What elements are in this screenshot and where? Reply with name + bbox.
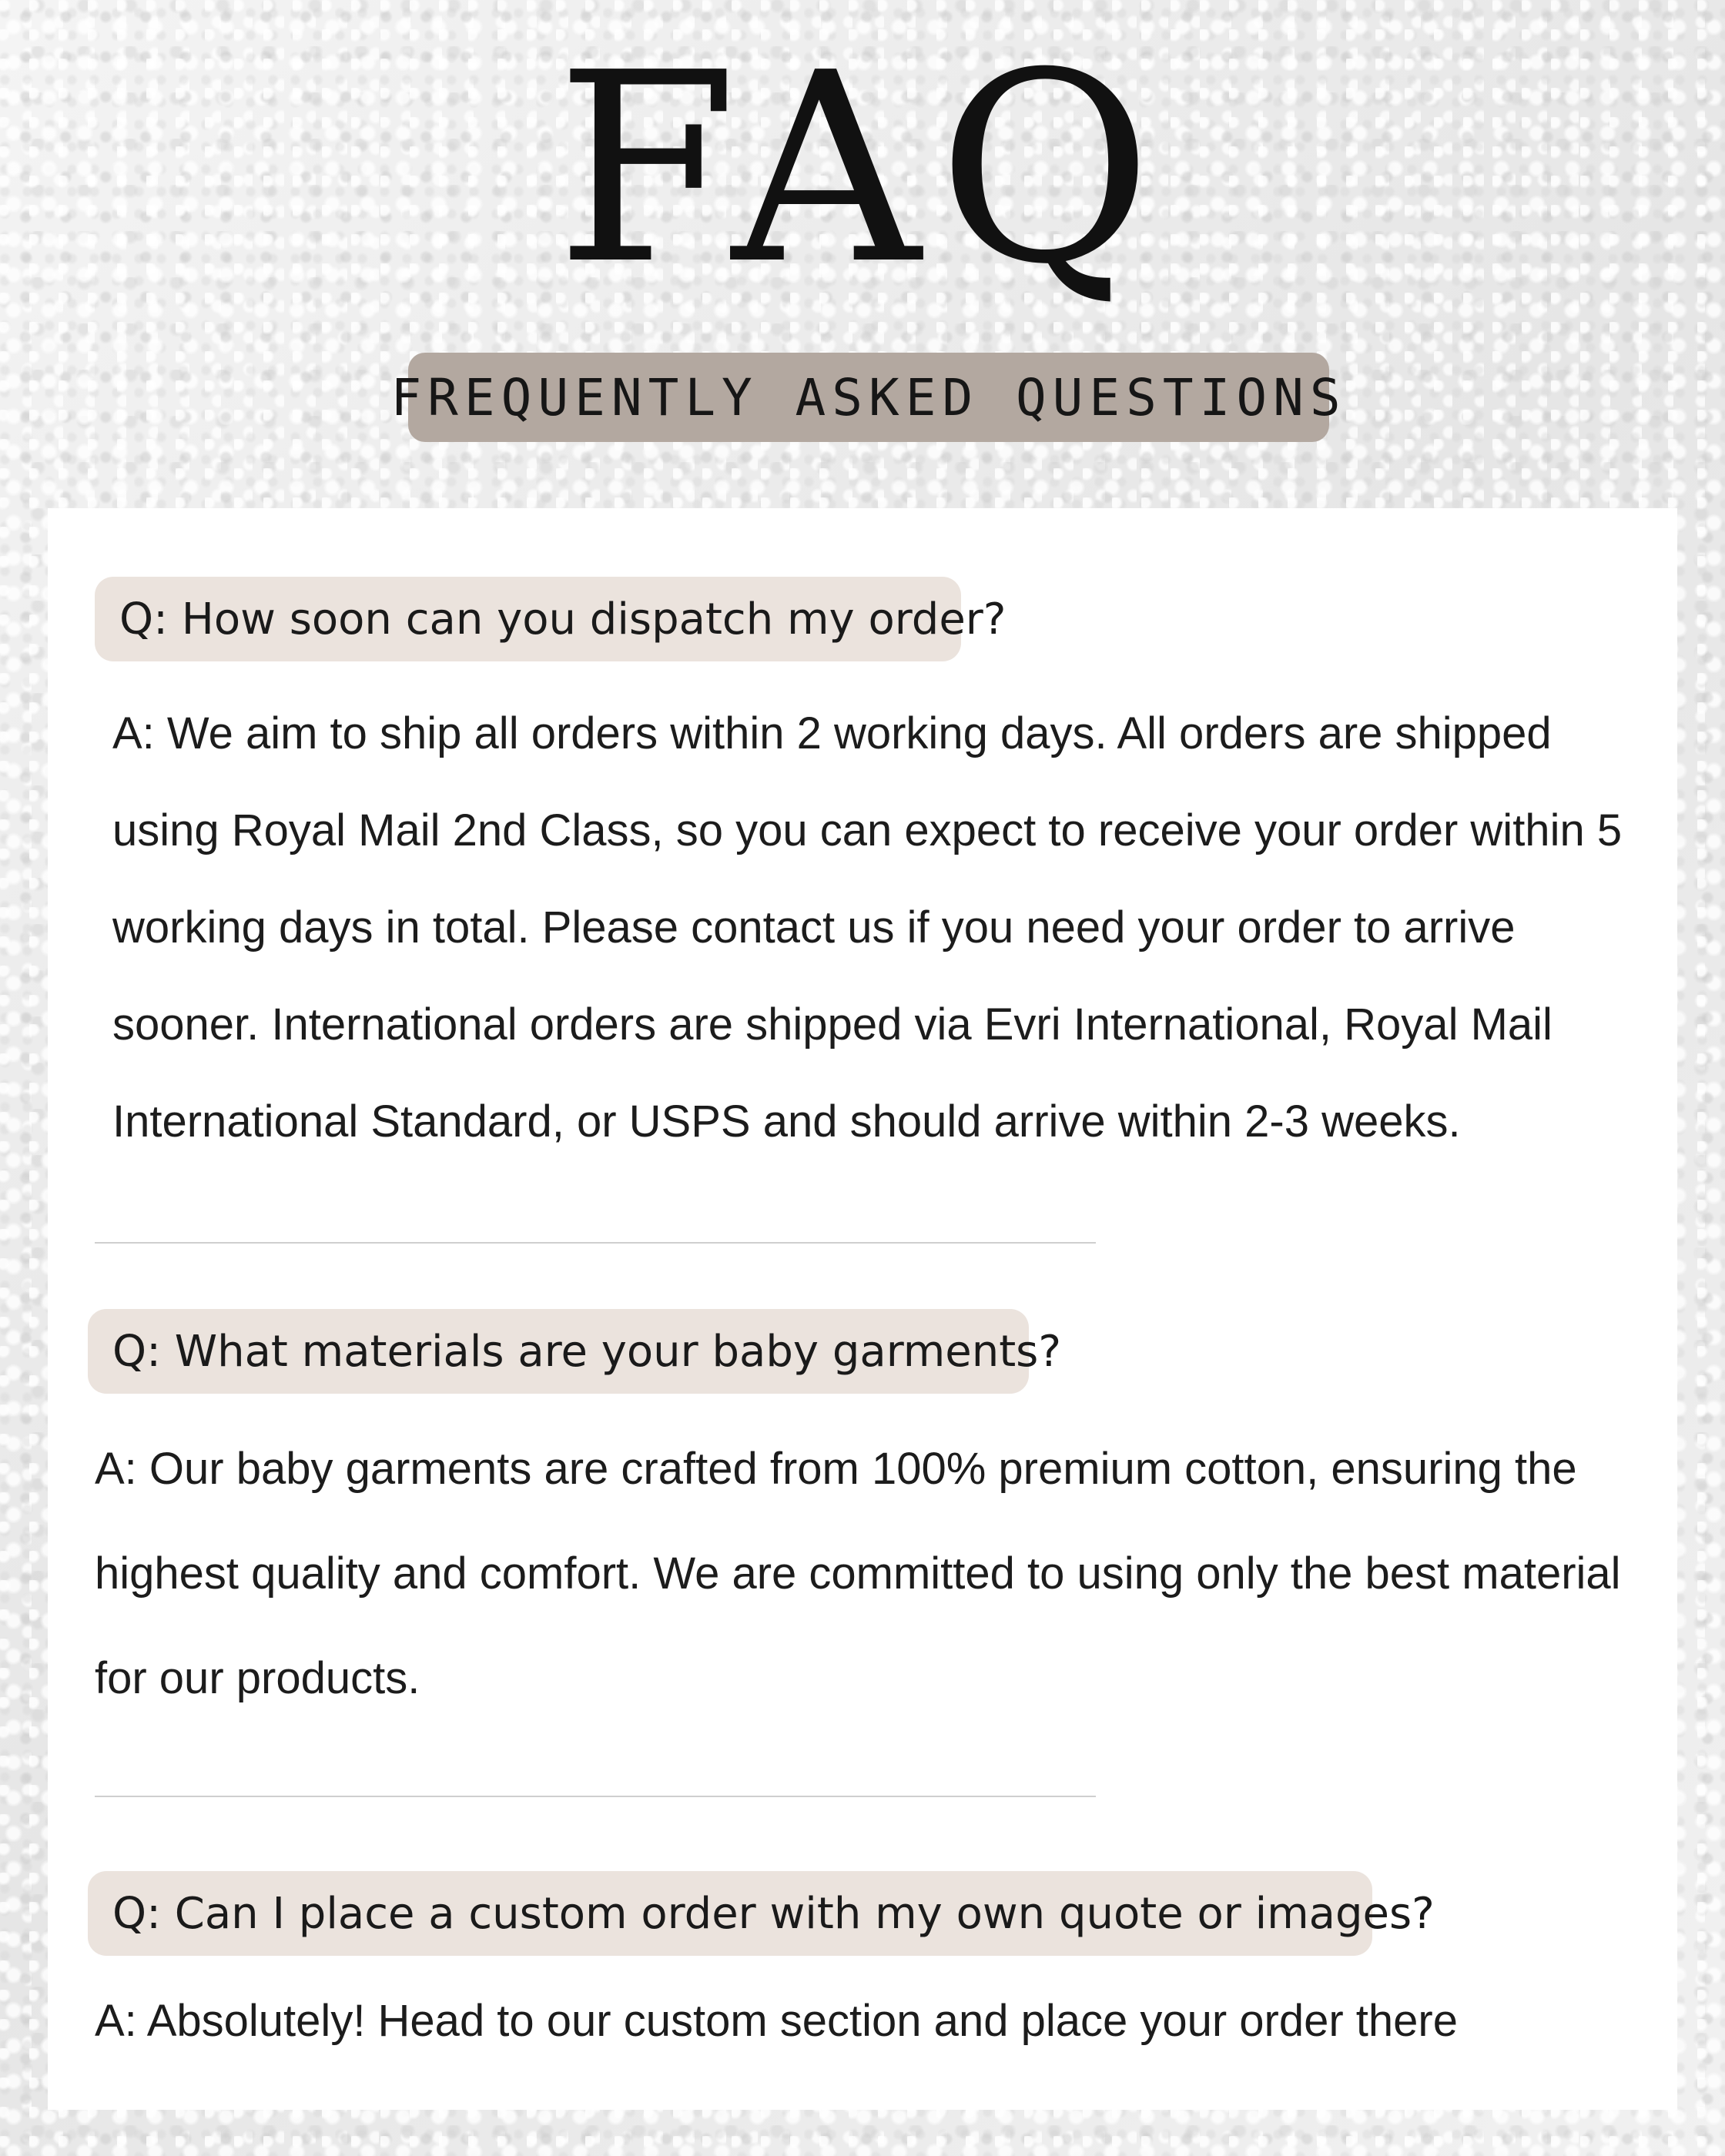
subtitle-text: FREQUENTLY ASKED QUESTIONS (390, 367, 1347, 427)
divider (95, 1796, 1096, 1797)
faq-question-2 (88, 1309, 1062, 1394)
question-text-2: Q: What materials are your baby garments? (112, 1326, 1062, 1377)
faq-answer-2: A: Our baby garments are crafted from 100% premium cotton, ensuring the highest quality and comfort. We are committed to using only the best material for our products. (95, 1444, 1621, 1703)
faq-question-1 (95, 577, 1007, 661)
question-text-1: Q: How soon can you dispatch my order? (119, 594, 1007, 644)
faq-answer-3: A: Absolutely! Head to our custom section and place your order there (95, 1996, 1458, 2046)
faq-title: FAQ (555, 17, 1170, 322)
question-text-3: Q: Can I place a custom order with my own quote or images? (112, 1888, 1435, 1939)
faq-question-3 (88, 1871, 1435, 1956)
faq-card (48, 508, 1677, 2110)
divider (95, 1242, 1096, 1244)
faq-answer-1: A: We aim to ship all orders within 2 working days. All orders are shipped using Royal Mail 2nd Class, so you can expect to receive your order within 5 working days in total. Please contact us if you need your order to arrive sooner. International orders are shipped via Evri International, Royal Mail International Standard, or USPS and should arrive within 2-3 weeks. (112, 708, 1623, 1147)
subtitle-banner (390, 353, 1347, 442)
